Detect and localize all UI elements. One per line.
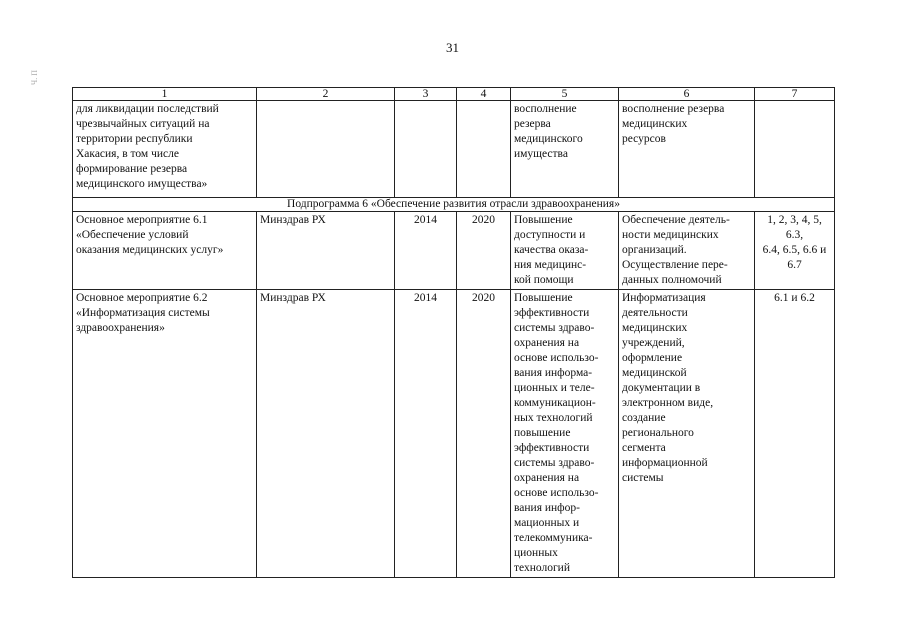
cell-indicators: 1, 2, 3, 4, 5, 6.3, 6.4, 6.5, 6.6 и 6.7 [755,212,835,290]
program-table [72,87,835,578]
cell-directions: восполнение резерва медицинских ресурсов [619,101,755,198]
cell-end-year: 2020 [457,290,511,578]
cell-start-year [395,101,457,198]
margin-mark: Ч. П [30,70,39,85]
header-cell-2: 2 [257,88,395,101]
cell-result: восполнение резерва медицинского имущества [511,101,619,198]
cell-result: Повышение доступности и качества оказа- ния медицинс- кой помощи [511,212,619,290]
cell-indicators: 6.1 и 6.2 [755,290,835,578]
subprogram-title: Подпрограмма 6 «Обеспечение развития отрасли здравоохранения» [73,198,835,212]
header-cell-5: 5 [511,88,619,101]
page-number: 31 [446,40,459,55]
cell-end-year [457,101,511,198]
cell-indicators [755,101,835,198]
cell-start-year: 2014 [395,290,457,578]
header-row [73,88,835,101]
subprogram-row [73,198,835,212]
cell-start-year: 2014 [395,212,457,290]
cell-executor: Минздрав РХ [257,290,395,578]
table-row [73,212,835,290]
cell-executor: Минздрав РХ [257,212,395,290]
header-cell-1: 1 [73,88,257,101]
cell-directions: Информатизация деятельности медицинских учреждений, оформление медицинской документации в электронном виде, создание регионального сегмента информационной системы [619,290,755,578]
cell-result: Повышение эффективности системы здраво- охранения на основе использо- вания информа- ционных и теле- коммуникацион- ных технологий повышение эффективности системы здраво- охранения на основе использо- вания инфор- мационных и телекоммуника- ционных технологий [511,290,619,578]
cell-activity: Основное мероприятие 6.2 «Информатизация системы здравоохранения» [73,290,257,578]
header-cell-7: 7 [755,88,835,101]
cell-end-year: 2020 [457,212,511,290]
table-row [73,290,835,578]
header-cell-3: 3 [395,88,457,101]
cell-directions: Обеспечение деятель- ности медицинских организаций. Осуществление пере- данных полномочий [619,212,755,290]
cell-activity: для ликвидации последствий чрезвычайных ситуаций на территории республики Хакасия, в том числе формирование резерва медицинского имущества» [73,101,257,198]
table-row [73,101,835,198]
cell-activity: Основное мероприятие 6.1 «Обеспечение условий оказания медицинских услуг» [73,212,257,290]
header-cell-4: 4 [457,88,511,101]
header-cell-6: 6 [619,88,755,101]
cell-executor [257,101,395,198]
